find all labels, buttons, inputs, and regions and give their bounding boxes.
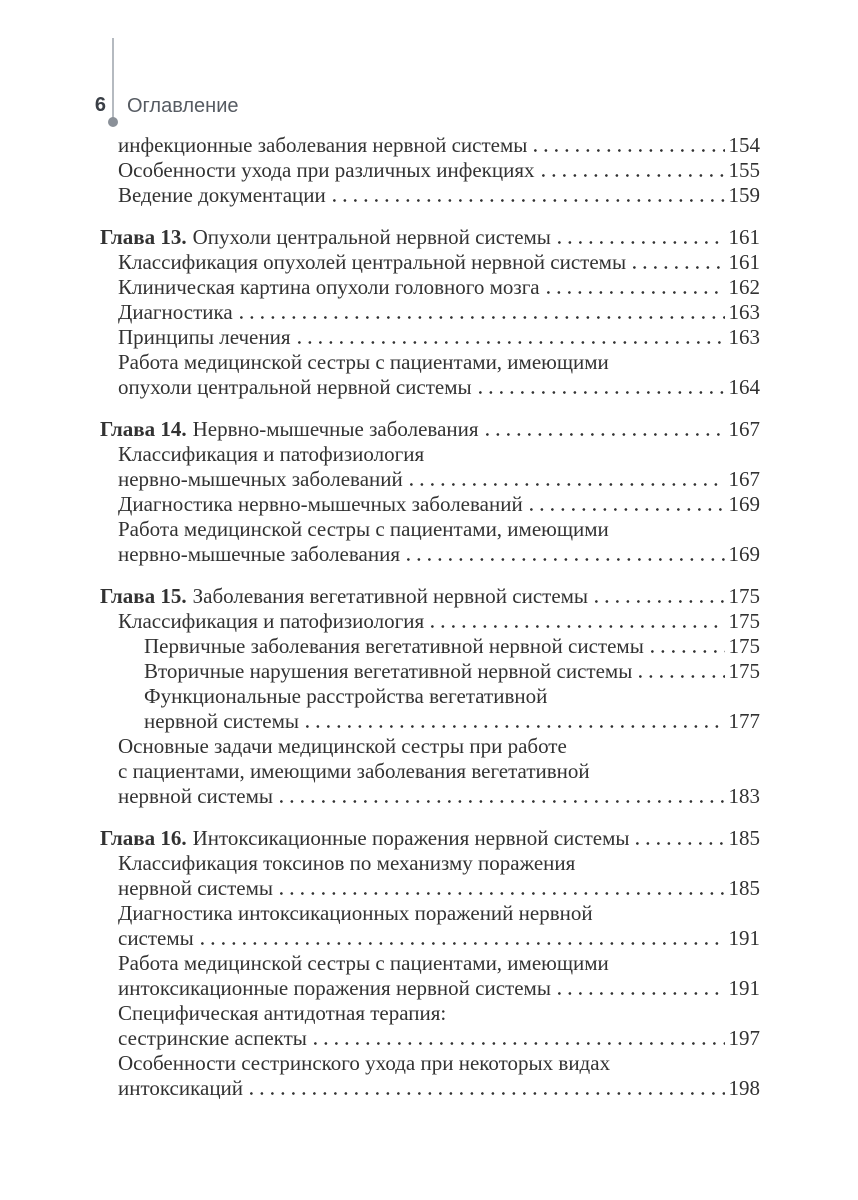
running-header bbox=[0, 0, 858, 135]
toc-entry bbox=[100, 1051, 760, 1076]
entry-page-number: 198 bbox=[728, 1076, 760, 1100]
toc-entry bbox=[100, 584, 760, 609]
entry-title: Нервно-мышечные заболевания bbox=[192, 417, 479, 441]
toc-entry bbox=[100, 158, 760, 183]
entry-page-number: 185 bbox=[728, 826, 760, 850]
toc-entry bbox=[100, 951, 760, 976]
dot-leader bbox=[530, 508, 725, 511]
toc-entry bbox=[100, 467, 760, 492]
entry-title: нервно-мышечные заболевания bbox=[118, 542, 400, 566]
toc-entry bbox=[100, 609, 760, 634]
chapter-prefix: Глава 14. bbox=[100, 417, 187, 441]
entry-page-number: 191 bbox=[728, 926, 760, 950]
dot-leader bbox=[547, 291, 725, 294]
entry-title: нервной системы bbox=[118, 784, 273, 808]
toc-entry bbox=[100, 183, 760, 208]
toc-entry bbox=[100, 133, 760, 158]
chapter-prefix: Глава 16. bbox=[100, 826, 187, 850]
dot-leader bbox=[595, 600, 724, 603]
entry-page-number: 169 bbox=[728, 492, 760, 516]
entry-page-number: 169 bbox=[728, 542, 760, 566]
entry-title: Специфическая антидотная терапия: bbox=[118, 1001, 447, 1025]
entry-title: Работа медицинской сестры с пациентами, имеющими bbox=[118, 951, 609, 975]
dot-leader bbox=[298, 341, 725, 344]
dot-leader bbox=[534, 149, 724, 152]
entry-page-number: 163 bbox=[728, 300, 760, 324]
dot-leader bbox=[651, 650, 725, 653]
page-number: 6 bbox=[94, 94, 106, 116]
toc-entry bbox=[100, 784, 760, 809]
entry-title: Работа медицинской сестры с пациентами, имеющими bbox=[118, 517, 609, 541]
entry-title: инфекционные заболевания нервной системы bbox=[118, 133, 528, 157]
entry-page-number: 175 bbox=[728, 584, 760, 608]
entry-title: опухоли центральной нервной системы bbox=[118, 375, 472, 399]
entry-page-number: 155 bbox=[728, 158, 760, 182]
toc-entry bbox=[100, 417, 760, 442]
header-rule-dot bbox=[108, 117, 118, 127]
entry-title: Первичные заболевания вегетативной нервной системы bbox=[144, 634, 644, 658]
dot-leader bbox=[486, 433, 725, 436]
entry-page-number: 159 bbox=[728, 183, 760, 207]
toc-entry bbox=[100, 926, 760, 951]
toc-entry bbox=[100, 684, 760, 709]
entry-title: Вторичные нарушения вегетативной нервной системы bbox=[144, 659, 633, 683]
dot-leader bbox=[280, 800, 725, 803]
entry-page-number: 161 bbox=[728, 250, 760, 274]
entry-page-number: 163 bbox=[728, 325, 760, 349]
entry-title: Основные задачи медицинской сестры при работе bbox=[118, 734, 567, 758]
dot-leader bbox=[636, 842, 724, 845]
dot-leader bbox=[431, 625, 724, 628]
entry-title: Диагностика интоксикационных поражений нервной bbox=[118, 901, 593, 925]
entry-title: Опухоли центральной нервной системы bbox=[192, 225, 551, 249]
toc-entry bbox=[100, 709, 760, 734]
toc-entry bbox=[100, 350, 760, 375]
dot-leader bbox=[542, 174, 725, 177]
dot-leader bbox=[240, 316, 725, 319]
toc-entry bbox=[100, 517, 760, 542]
entry-title: Ведение документации bbox=[118, 183, 326, 207]
toc-entry bbox=[100, 1076, 760, 1101]
toc-entry bbox=[100, 901, 760, 926]
page-title: Оглавление bbox=[127, 95, 239, 117]
entry-title: Классификация и патофизиология bbox=[118, 609, 425, 633]
entry-title: нервно-мышечных заболеваний bbox=[118, 467, 403, 491]
toc-entry bbox=[100, 375, 760, 400]
entry-page-number: 175 bbox=[728, 609, 760, 633]
entry-page-number: 175 bbox=[728, 659, 760, 683]
dot-leader bbox=[201, 942, 725, 945]
entry-title: Интоксикационные поражения нервной системы bbox=[192, 826, 630, 850]
entry-title: системы bbox=[118, 926, 194, 950]
entry-title: Заболевания вегетативной нервной системы bbox=[192, 584, 589, 608]
entry-page-number: 185 bbox=[728, 876, 760, 900]
toc-entry bbox=[100, 759, 760, 784]
entry-title: Функциональные расстройства вегетативной bbox=[144, 684, 548, 708]
entry-title: интоксикаций bbox=[118, 1076, 244, 1100]
entry-title: Диагностика bbox=[118, 300, 233, 324]
toc-entry bbox=[100, 325, 760, 350]
toc-entry bbox=[100, 876, 760, 901]
entry-title: Классификация токсинов по механизму поражения bbox=[118, 851, 576, 875]
entry-page-number: 164 bbox=[728, 375, 760, 399]
dot-leader bbox=[250, 1092, 724, 1095]
toc-entry bbox=[100, 442, 760, 467]
toc-entry bbox=[100, 634, 760, 659]
dot-leader bbox=[558, 241, 725, 244]
dot-leader bbox=[558, 992, 725, 995]
dot-leader bbox=[410, 483, 725, 486]
entry-page-number: 191 bbox=[728, 976, 760, 1000]
dot-leader bbox=[639, 675, 724, 678]
entry-page-number: 162 bbox=[728, 275, 760, 299]
entry-page-number: 183 bbox=[728, 784, 760, 808]
entry-title: интоксикационные поражения нервной системы bbox=[118, 976, 551, 1000]
dot-leader bbox=[333, 199, 725, 202]
entry-title: нервной системы bbox=[144, 709, 299, 733]
toc-entry bbox=[100, 275, 760, 300]
dot-leader bbox=[306, 725, 725, 728]
entry-title: Принципы лечения bbox=[118, 325, 291, 349]
toc-entry bbox=[100, 851, 760, 876]
toc-entry bbox=[100, 976, 760, 1001]
toc-entry bbox=[100, 1026, 760, 1051]
dot-leader bbox=[479, 391, 725, 394]
entry-page-number: 161 bbox=[728, 225, 760, 249]
header-vertical-rule bbox=[112, 38, 114, 119]
toc-entry bbox=[100, 542, 760, 567]
toc-entry bbox=[100, 250, 760, 275]
toc-entry bbox=[100, 659, 760, 684]
entry-page-number: 177 bbox=[728, 709, 760, 733]
entry-page-number: 167 bbox=[728, 417, 760, 441]
entry-title: с пациентами, имеющими заболевания вегетативной bbox=[118, 759, 590, 783]
entry-title: Особенности ухода при различных инфекциях bbox=[118, 158, 535, 182]
entry-title: Особенности сестринского ухода при некоторых видах bbox=[118, 1051, 611, 1075]
dot-leader bbox=[633, 266, 724, 269]
entry-title: Работа медицинской сестры с пациентами, имеющими bbox=[118, 350, 609, 374]
toc-entry bbox=[100, 225, 760, 250]
toc-entry bbox=[100, 300, 760, 325]
entry-page-number: 175 bbox=[728, 634, 760, 658]
chapter-prefix: Глава 13. bbox=[100, 225, 187, 249]
dot-leader bbox=[280, 892, 725, 895]
dot-leader bbox=[407, 558, 725, 561]
toc-entry bbox=[100, 492, 760, 517]
entry-page-number: 167 bbox=[728, 467, 760, 491]
entry-title: Клиническая картина опухоли головного мозга bbox=[118, 275, 540, 299]
chapter-prefix: Глава 15. bbox=[100, 584, 187, 608]
entry-title: Классификация опухолей центральной нервной системы bbox=[118, 250, 627, 274]
entry-title: нервной системы bbox=[118, 876, 273, 900]
dot-leader bbox=[314, 1042, 725, 1045]
toc-entry bbox=[100, 1001, 760, 1026]
toc-list bbox=[100, 133, 760, 1101]
entry-title: сестринские аспекты bbox=[118, 1026, 307, 1050]
entry-title: Диагностика нервно-мышечных заболеваний bbox=[118, 492, 523, 516]
entry-page-number: 197 bbox=[728, 1026, 760, 1050]
toc-entry bbox=[100, 826, 760, 851]
entry-title: Классификация и патофизиология bbox=[118, 442, 425, 466]
entry-page-number: 154 bbox=[728, 133, 760, 157]
toc-entry bbox=[100, 734, 760, 759]
